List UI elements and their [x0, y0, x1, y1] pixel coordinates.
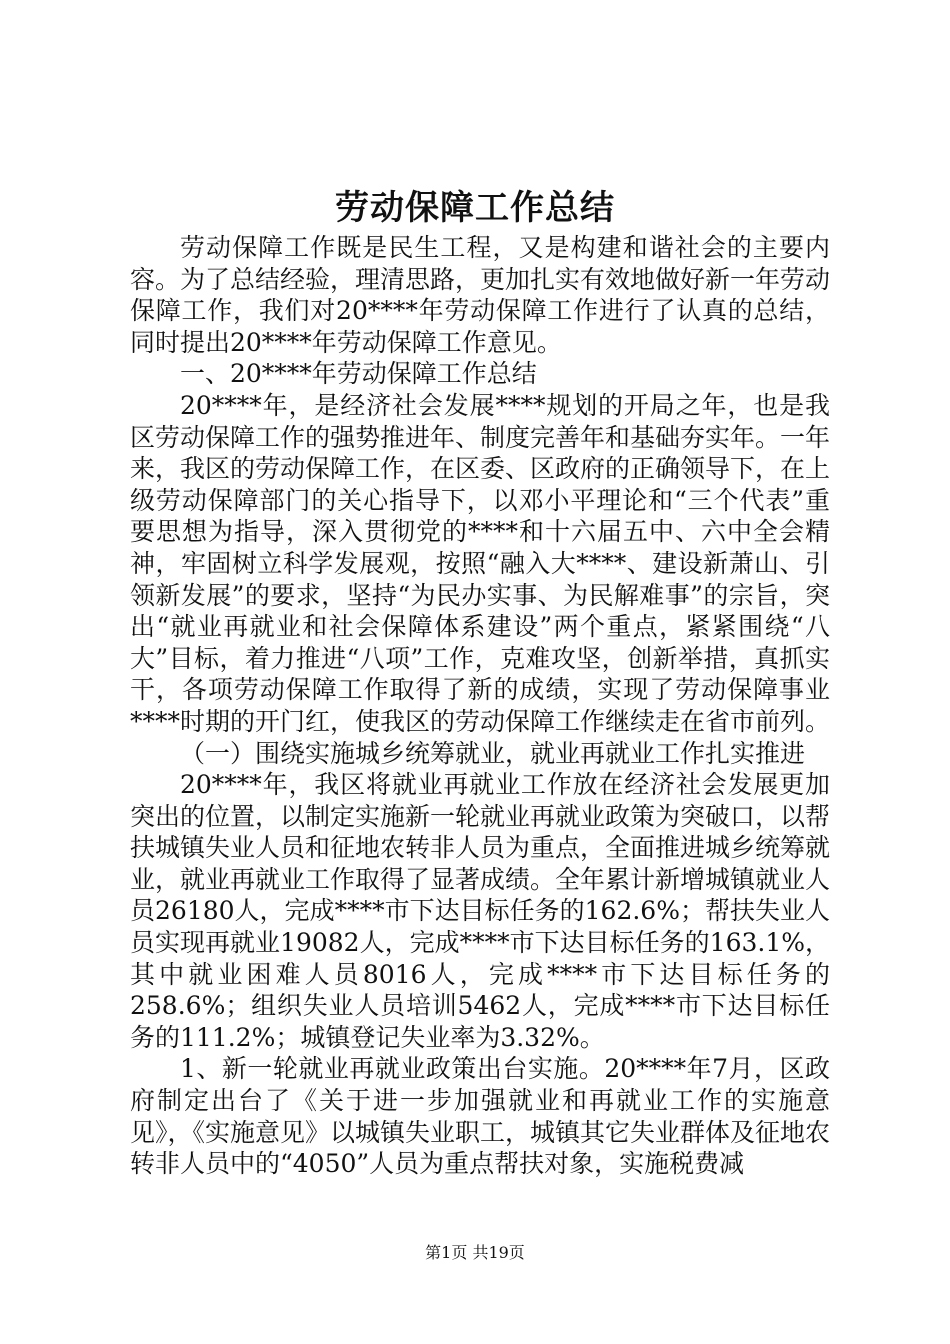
document-body [130, 232, 830, 1180]
subsection-heading-1: （一）围绕实施城乡统筹就业，就业再就业工作扎实推进 [180, 738, 806, 768]
paragraph-employment: 20****年，我区将就业再就业工作放在经济社会发展更加突出的位置，以制定实施新一轮就业再就业政策为突破口，以帮扶城镇失业人员和征地农转非人员为重点，全面推进城乡统筹就业，就业再就业工作取得了显著成绩。全年累计新增城镇就业人员26180人，完成****市下达目标任务的162.6%；帮扶失业人员实现再就业19082人，完成****市下达目标任务的163.1%，其中就业困难人员8016人，完成****市下达目标任务的258.6%；组织失业人员培训5462人，完成****市下达目标任务的111.2%；城镇登记失业率为3.32%。 [130, 770, 831, 1052]
paragraph-policy: 1、新一轮就业再就业政策出台实施。20****年7月，区政府制定出台了《关于进一步加强就业和再就业工作的实施意见》，《实施意见》以城镇失业职工，城镇其它失业群体及征地农转非人员中的“4050”人员为重点帮扶对象，实施税费减 [130, 1054, 831, 1179]
document-title: 劳动保障工作总结 [335, 188, 615, 228]
section-heading-1: 一、20****年劳动保障工作总结 [180, 359, 537, 389]
page-footer: 第1页 共19页 [425, 1243, 525, 1262]
paragraph-intro: 劳动保障工作既是民生工程，又是构建和谐社会的主要内容。为了总结经验，理清思路，更加扎实有效地做好新一年劳动保障工作，我们对20****年劳动保障工作进行了认真的总结，同时提出20****年劳动保障工作意见。 [130, 233, 831, 357]
paragraph-overview: 20****年，是经济社会发展****规划的开局之年，也是我区劳动保障工作的强势推进年、制度完善年和基础夯实年。一年来，我区的劳动保障工作，在区委、区政府的正确领导下，在上级劳动保障部门的关心指导下，以邓小平理论和“三个代表”重要思想为指导，深入贯彻党的****和十六届五中、六中全会精神，牢固树立科学发展观，按照“融入大****、建设新萧山、引领新发展”的要求，坚持“为民办实事、为民解难事”的宗旨，突出“就业再就业和社会保障体系建设”两个重点，紧紧围绕“八大”目标，着力推进“八项”工作，克难攻坚，创新举措，真抓实干，各项劳动保障工作取得了新的成绩，实现了劳动保障事业****时期的开门红，使我区的劳动保障工作继续走在省市前列。 [130, 390, 831, 736]
